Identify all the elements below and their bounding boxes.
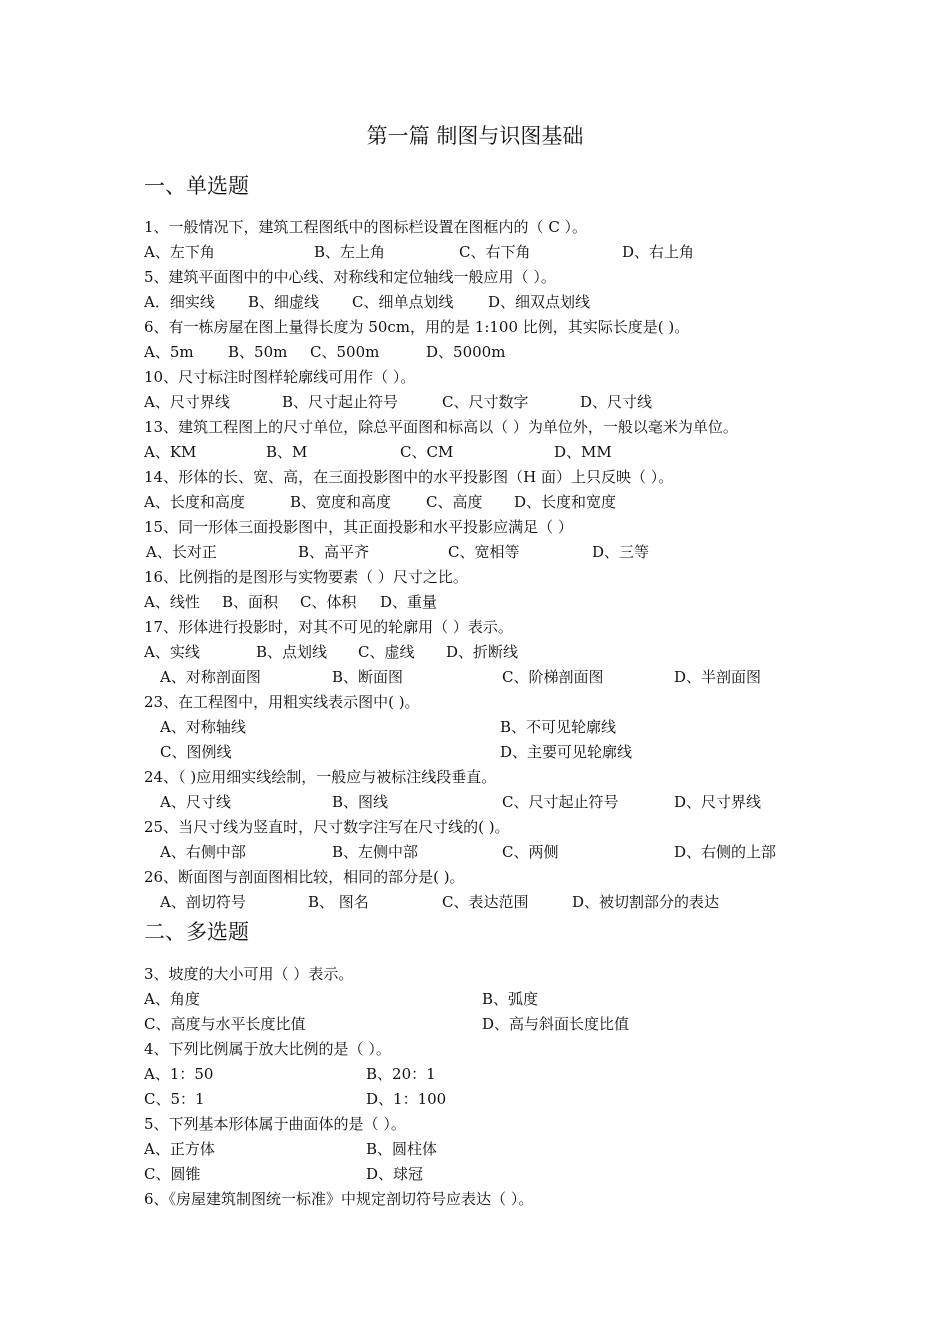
option-c: C、两侧	[502, 843, 559, 861]
option-a: A、实线	[144, 643, 200, 661]
question-14: 14、形体的长、宽、高，在三面投影图中的水平投影图（H 面）上只反映（ ）。	[144, 468, 674, 486]
question-23: 23、在工程图中，用粗实线表示图中( )。	[144, 693, 420, 711]
option-c: C、尺寸数字	[442, 393, 529, 411]
option-d: D、球冠	[366, 1165, 424, 1183]
option-d: D、高与斜面长度比值	[482, 1015, 630, 1033]
option-b: B、M	[266, 443, 308, 461]
option-c: C、右下角	[459, 243, 531, 261]
option-b: B、50m	[228, 343, 288, 361]
option-c: C、500m	[310, 343, 380, 361]
option-b: B、弧度	[482, 990, 539, 1008]
option-a: A、对称轴线	[160, 718, 246, 736]
option-a: A、长度和高度	[144, 493, 245, 511]
option-b: B、尺寸起止符号	[282, 393, 399, 411]
option-a: A、角度	[144, 990, 200, 1008]
option-b: B、不可见轮廓线	[500, 718, 617, 736]
option-a: A、1：50	[144, 1065, 214, 1083]
option-b: B、宽度和高度	[290, 493, 392, 511]
option-c: C、高度	[426, 493, 483, 511]
option-d: D、三等	[592, 543, 650, 561]
option-d: D、被切割部分的表达	[572, 893, 720, 911]
option-c: C、虚线	[358, 643, 415, 661]
option-a: A、KM	[144, 443, 197, 461]
option-d: D、长度和宽度	[514, 493, 617, 511]
option-c: C、尺寸起止符号	[502, 793, 619, 811]
question-16: 16、比例指的是图形与实物要素（ ）尺寸之比。	[144, 568, 468, 586]
option-b: B、20：1	[366, 1065, 436, 1083]
option-d: D、半剖面图	[674, 668, 762, 686]
option-c: C、5：1	[144, 1090, 205, 1108]
question-1: 1、一般情况下，建筑工程图纸中的图标栏设置在图框内的（ C ）。	[144, 218, 588, 236]
option-d: D、右上角	[622, 243, 695, 261]
option-d: D、重量	[380, 593, 438, 611]
option-b: B、细虚线	[248, 293, 320, 311]
option-b: B、左上角	[314, 243, 386, 261]
option-a: A、长对正	[146, 543, 217, 561]
option-c: C、高度与水平长度比值	[144, 1015, 306, 1033]
question-17: 17、形体进行投影时，对其不可见的轮廓用（ ）表示。	[144, 618, 513, 636]
option-c: C、宽相等	[448, 543, 520, 561]
question-m4: 4、下列比例属于放大比例的是（ ）。	[144, 1040, 391, 1058]
option-a: A．细实线	[144, 293, 215, 311]
option-d: D、折断线	[446, 643, 519, 661]
option-b: B、点划线	[256, 643, 328, 661]
option-d: D、右侧的上部	[674, 843, 777, 861]
question-10: 10、尺寸标注时图样轮廓线可用作（ ）。	[144, 368, 416, 386]
question-6: 6、有一栋房屋在图上量得长度为 50cm，用的是 1:100 比例，其实际长度是( )。	[144, 318, 690, 336]
option-a: A、5m	[144, 343, 194, 361]
option-a: A、线性	[144, 593, 200, 611]
question-15: 15、同一形体三面投影图中，其正面投影和水平投影应满足（ ）	[144, 518, 573, 536]
option-a: A、对称剖面图	[160, 668, 261, 686]
option-a: A、剖切符号	[160, 893, 246, 911]
option-d: D、尺寸线	[580, 393, 653, 411]
question-25: 25、当尺寸线为竖直时，尺寸数字注写在尺寸线的( )。	[144, 818, 510, 836]
question-5: 5、建筑平面图中的中心线、对称线和定位轴线一般应用（ ）。	[144, 268, 556, 286]
option-d: D、细双点划线	[488, 293, 591, 311]
section-heading-single-choice: 一、单选题	[144, 174, 249, 198]
option-d: D、5000m	[426, 343, 506, 361]
option-b: B、左侧中部	[332, 843, 419, 861]
option-c: C、体积	[300, 593, 357, 611]
option-c: C、阶梯剖面图	[502, 668, 604, 686]
option-b: B、图线	[332, 793, 389, 811]
question-24: 24、（ )应用细实线绘制，一般应与被标注线段垂直。	[144, 768, 497, 786]
question-26: 26、断面图与剖面图相比较，相同的部分是( )。	[144, 868, 465, 886]
option-a: A、尺寸线	[160, 793, 231, 811]
question-m3: 3、坡度的大小可用（ ）表示。	[144, 965, 354, 983]
option-d: D、尺寸界线	[674, 793, 762, 811]
option-b: B、 图名	[308, 893, 369, 911]
option-d: D、MM	[554, 443, 612, 461]
option-a: A、右侧中部	[160, 843, 246, 861]
option-d: D、1：100	[366, 1090, 447, 1108]
option-c: C、圆锥	[144, 1165, 201, 1183]
option-c: C、表达范围	[442, 893, 529, 911]
option-b: B、断面图	[332, 668, 404, 686]
option-a: A、左下角	[144, 243, 215, 261]
option-c: C、图例线	[160, 743, 232, 761]
option-d: D、主要可见轮廓线	[500, 743, 633, 761]
page-title: 第一篇 制图与识图基础	[366, 124, 584, 148]
option-a: A、正方体	[144, 1140, 215, 1158]
question-m5: 5、下列基本形体属于曲面体的是（ ）。	[144, 1115, 406, 1133]
option-c: C、细单点划线	[352, 293, 454, 311]
option-b: B、高平齐	[298, 543, 370, 561]
question-m6: 6、《房屋建筑制图统一标准》中规定剖切符号应表达（ ）。	[144, 1190, 534, 1208]
option-b: B、面积	[222, 593, 279, 611]
option-a: A、尺寸界线	[144, 393, 230, 411]
section-heading-multiple-choice: 二、多选题	[144, 920, 249, 944]
option-c: C、CM	[400, 443, 454, 461]
option-b: B、圆柱体	[366, 1140, 438, 1158]
question-13: 13、建筑工程图上的尺寸单位，除总平面图和标高以（ ）为单位外，一般以毫米为单位。	[144, 418, 738, 436]
